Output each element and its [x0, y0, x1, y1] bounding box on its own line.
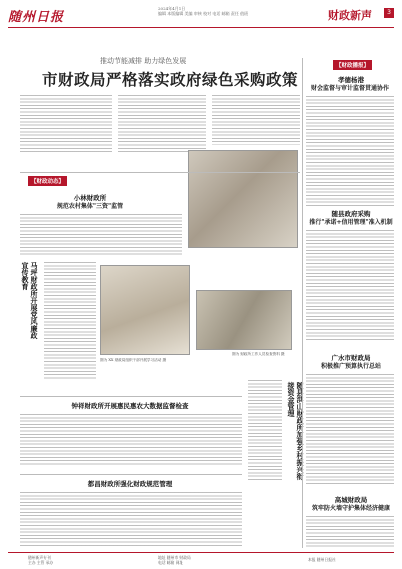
- page-number: 3: [384, 8, 394, 18]
- staff-line: 编辑 本版编辑 美编 审核 校对 电话 邮箱 责任 值班: [158, 11, 249, 16]
- right-article3-body: [306, 374, 394, 484]
- right-article1-sub: 财会监督与审计监督贯通协作: [310, 85, 389, 92]
- news-photo-inspection: [100, 265, 190, 355]
- left-article2-vertical-title: 马坪财政所开展党风廉政宣传教育: [21, 262, 38, 339]
- masthead-meta: [158, 6, 248, 16]
- footer-right: 本报 随州日报社: [308, 557, 336, 562]
- left-article1-body: [20, 214, 182, 256]
- right-article4-sub: 筑牢防火墙守护集体经济健康: [311, 505, 390, 512]
- lead-body-col3: [212, 95, 300, 145]
- row-divider-2: [20, 396, 242, 397]
- photo2-caption: 图为 财政所工作人员检查资料 摄: [232, 352, 285, 356]
- news-photo-review: [196, 290, 292, 350]
- page-footer: [8, 552, 394, 566]
- left-article3-title: 钟祥财政所开展惠民惠农大数据监督检查: [71, 402, 189, 410]
- right-article2-sub: 推行"承诺+信用管理"准入机制: [309, 219, 393, 226]
- footer-mid2: 电话 邮箱 网址: [158, 560, 184, 565]
- right-section-tag: 【财政播报】: [333, 60, 372, 70]
- right-article1-title: 孝德杨港: [338, 76, 364, 84]
- date-line: 2024年4月1日: [158, 6, 186, 11]
- right-article2-body: [306, 230, 394, 340]
- right-article3-title: 广水市财政局: [331, 354, 371, 362]
- kicker-line: 推动节能减排 助力绿色发展: [100, 57, 187, 65]
- left-article4-body: [20, 492, 242, 548]
- left-article1-title: 小林财政所: [73, 194, 107, 202]
- right-article2-title: 随县政府采购: [331, 210, 371, 218]
- column-divider-right: [302, 58, 303, 548]
- center-article-vertical-title: 随县洪山财政所加强乡村振兴衔接资金管理: [287, 382, 304, 480]
- left-article2-body: [44, 262, 96, 380]
- masthead: [8, 4, 394, 28]
- footer-left1: 随州新声专刊: [28, 555, 51, 560]
- right-article3-sub: 积极推广预算执行总站: [320, 363, 381, 370]
- footer-mid1: 地址 随州市 财政局: [158, 555, 191, 560]
- center-article-body: [248, 380, 282, 480]
- lead-body-col2: [118, 95, 206, 152]
- left-section-tag: 【财政动态】: [28, 176, 67, 186]
- row-divider-3: [20, 474, 242, 475]
- lead-body-col1: [20, 95, 112, 152]
- left-article1-sub: 规范农村集体"三资"监管: [56, 203, 124, 210]
- photo1-caption: 图为 XX 财政局组织干部开展学习活动 摄: [100, 358, 167, 362]
- left-article4-title: 都昌财政所强化财政规范管理: [87, 480, 173, 488]
- news-photo-meeting: [188, 150, 298, 248]
- right-article4-title: 高城财政局: [334, 496, 368, 504]
- right-article1-body: [306, 96, 394, 206]
- row-divider-1: [20, 172, 300, 173]
- page-headline: 市财政局严格落实政府绿色采购政策: [42, 71, 299, 89]
- right-article4-body: [306, 516, 394, 548]
- left-article3-body: [20, 414, 242, 466]
- footer-left2: 主办 主管 承办: [28, 560, 54, 565]
- newspaper-logo: 随州日报: [8, 10, 65, 25]
- section-title: 财政新声: [328, 9, 372, 22]
